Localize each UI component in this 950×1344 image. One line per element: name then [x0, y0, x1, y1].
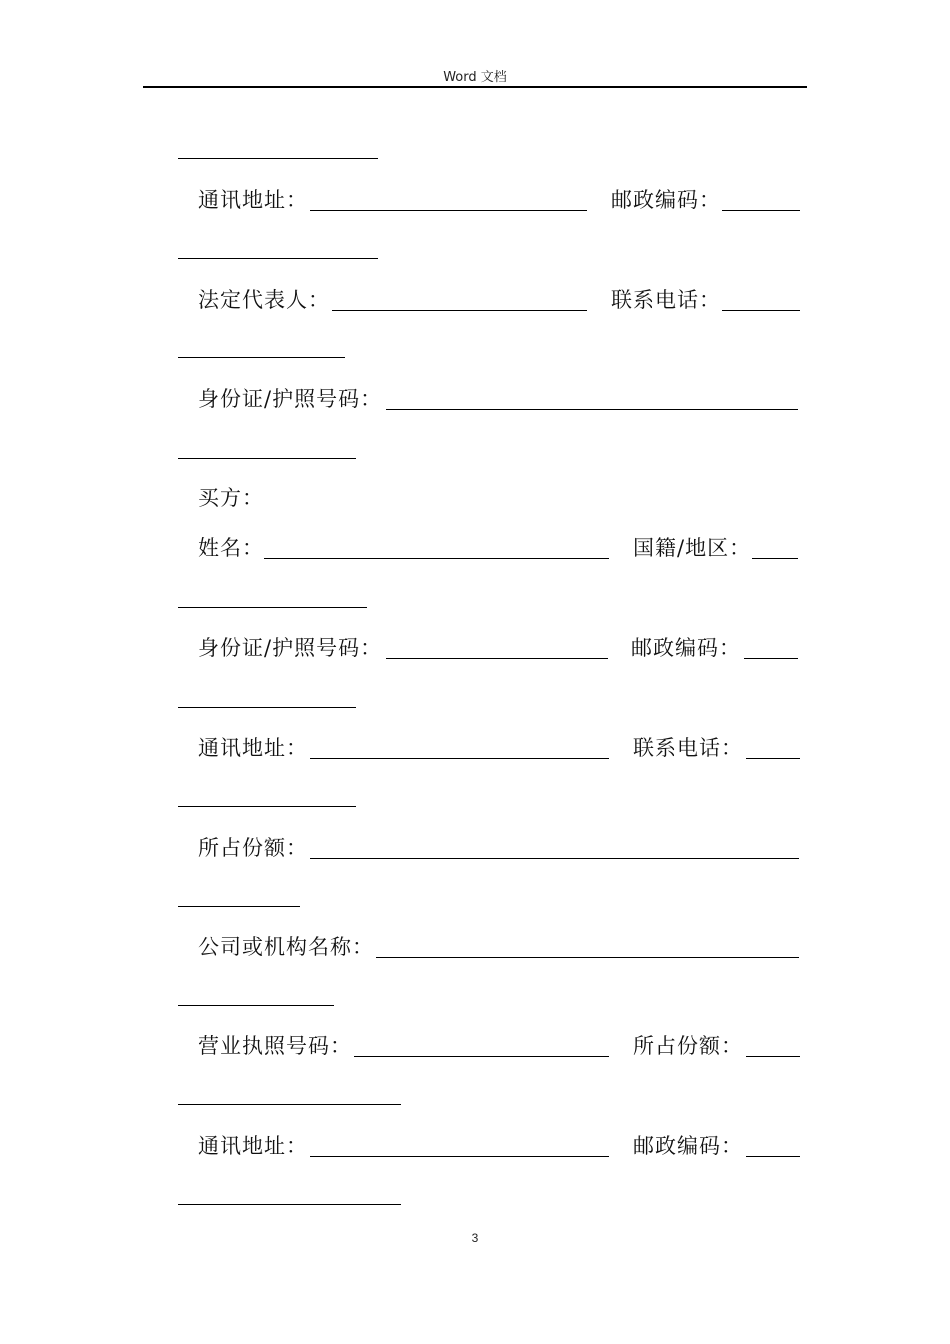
buyer-address-blank[interactable] [310, 758, 609, 759]
id-passport-label: 身份证/护照号码： [198, 387, 383, 411]
company-address-blank[interactable] [310, 1156, 609, 1157]
buyer-id-passport-label: 身份证/护照号码： [198, 636, 383, 660]
company-name-blank[interactable] [376, 957, 799, 958]
buyer-phone-label: 联系电话： [633, 736, 743, 760]
company-share-blank[interactable] [746, 1056, 800, 1057]
seller-address-row [0, 188, 950, 212]
address-label: 通讯地址： [198, 188, 308, 212]
name-blank[interactable] [264, 558, 609, 559]
phone-blank-continued[interactable] [178, 357, 345, 358]
buyer-postal-code-blank-continued[interactable] [178, 707, 356, 708]
name-label: 姓名： [198, 536, 264, 560]
seller-id-row [0, 387, 950, 411]
business-license-blank[interactable] [354, 1056, 609, 1057]
buyer-phone-blank[interactable] [746, 758, 800, 759]
buyer-share-row [0, 836, 950, 860]
postal-code-blank-continued[interactable] [178, 258, 378, 259]
buyer-address-label: 通讯地址： [198, 736, 308, 760]
buyer-company-row [0, 935, 950, 959]
share-blank[interactable] [310, 858, 799, 859]
header-divider [143, 86, 807, 88]
nationality-label: 国籍/地区： [633, 536, 752, 560]
address-blank[interactable] [310, 210, 587, 211]
id-passport-blank[interactable] [386, 409, 798, 410]
legal-representative-blank[interactable] [332, 310, 587, 311]
company-name-label: 公司或机构名称： [198, 935, 374, 959]
buyer-name-row [0, 536, 950, 560]
phone-label: 联系电话： [611, 288, 721, 312]
company-address-label: 通讯地址： [198, 1134, 308, 1158]
company-name-blank-continued[interactable] [178, 1005, 334, 1006]
buyer-heading: 买方： [198, 486, 264, 510]
company-postal-code-blank[interactable] [746, 1156, 800, 1157]
share-label: 所占份额： [198, 836, 308, 860]
page-number: 3 [471, 1231, 479, 1245]
document-header-title: Word 文档 [443, 70, 507, 85]
company-share-label: 所占份额： [633, 1034, 743, 1058]
id-passport-blank-continued[interactable] [178, 458, 356, 459]
buyer-heading-row [0, 486, 950, 510]
phone-blank[interactable] [722, 310, 800, 311]
share-blank-continued[interactable] [178, 906, 300, 907]
postal-code-label: 邮政编码： [611, 188, 721, 212]
buyer-license-row [0, 1034, 950, 1058]
buyer-id-passport-blank[interactable] [386, 658, 608, 659]
nationality-blank[interactable] [752, 558, 798, 559]
company-postal-code-label: 邮政编码： [633, 1134, 743, 1158]
nationality-blank-continued[interactable] [178, 607, 367, 608]
legal-representative-label: 法定代表人： [198, 288, 330, 312]
postal-code-blank[interactable] [722, 210, 800, 211]
buyer-postal-code-blank[interactable] [744, 658, 798, 659]
buyer-address-row [0, 736, 950, 760]
company-address-row [0, 1134, 950, 1158]
company-postal-code-blank-continued[interactable] [178, 1204, 401, 1205]
business-license-label: 营业执照号码： [198, 1034, 352, 1058]
continuation-blank[interactable] [178, 158, 378, 159]
seller-representative-row [0, 288, 950, 312]
company-share-blank-continued[interactable] [178, 1104, 401, 1105]
buyer-id-row [0, 636, 950, 660]
buyer-postal-code-label: 邮政编码： [631, 636, 741, 660]
buyer-phone-blank-continued[interactable] [178, 806, 356, 807]
